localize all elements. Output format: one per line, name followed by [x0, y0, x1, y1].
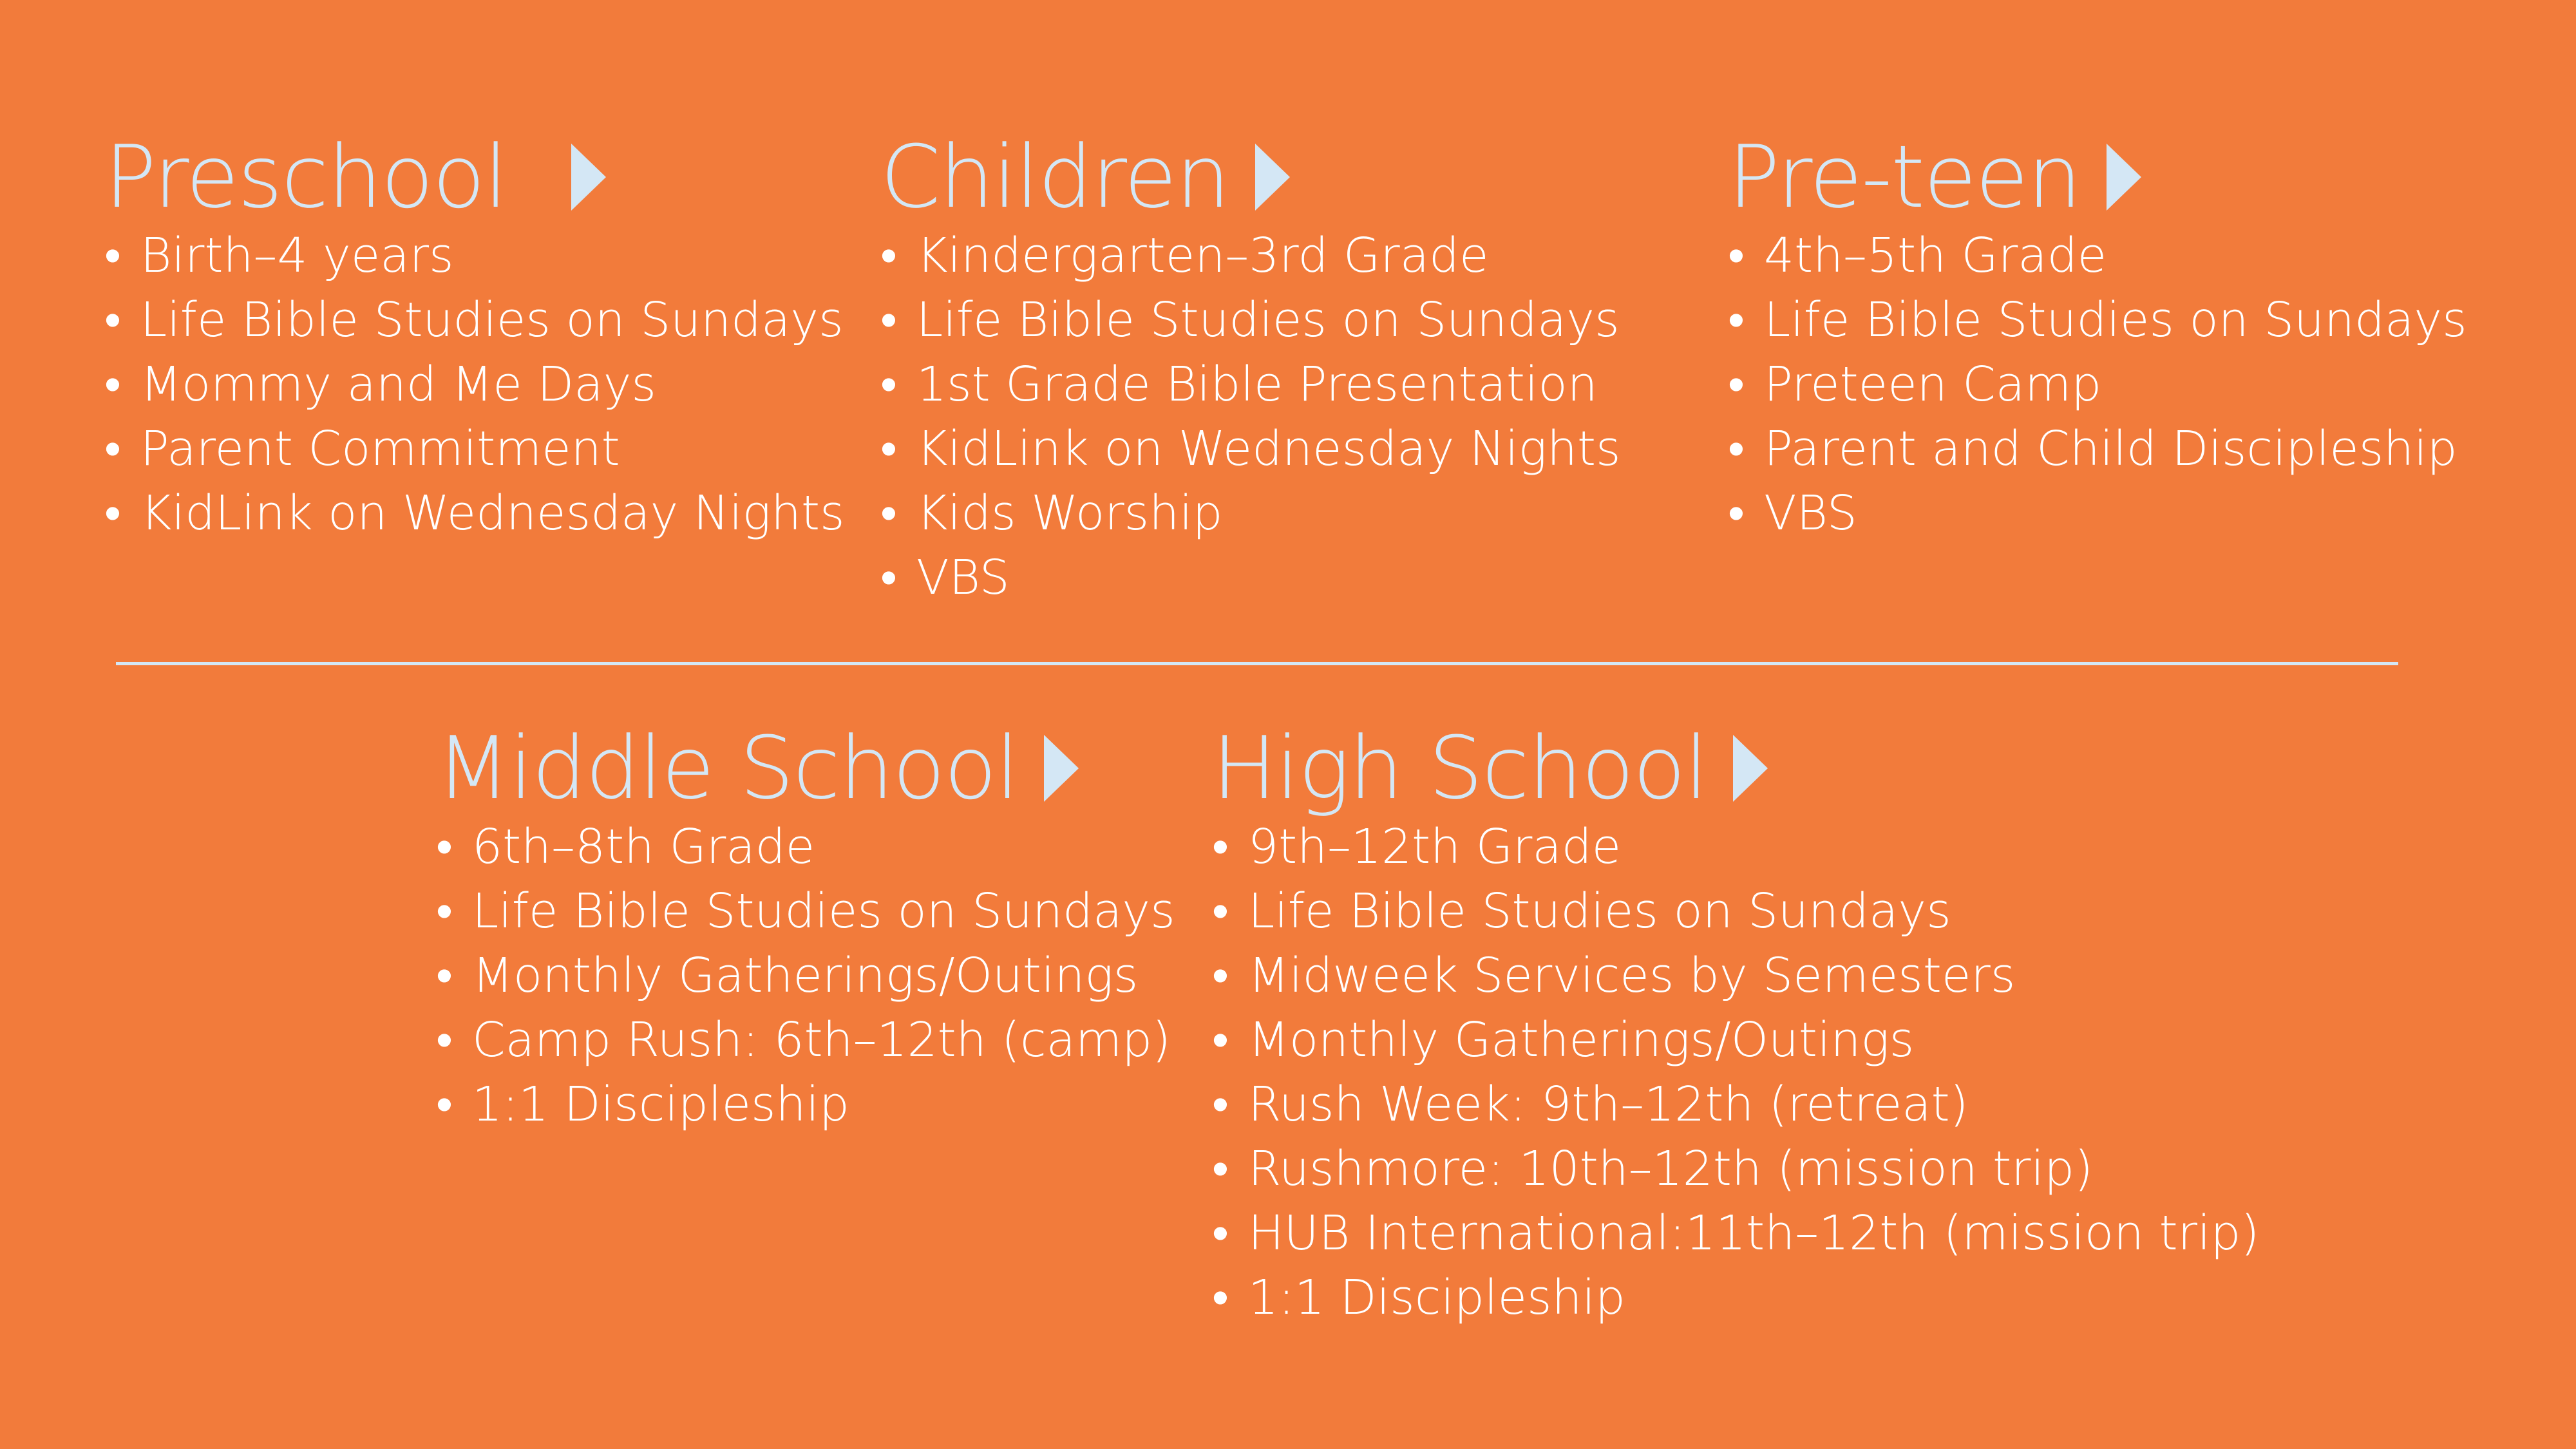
item-text: Parent and Child Discipleship: [1764, 421, 2458, 477]
item-text: Kindergarten–3rd Grade: [916, 228, 1489, 283]
bullet: •: [1212, 1141, 1229, 1197]
list-item: [1212, 1201, 2259, 1265]
list-item: [1212, 1265, 2259, 1330]
list-item: [1212, 1008, 2259, 1072]
bullet: •: [436, 819, 453, 875]
section-title: Preschool: [104, 127, 507, 227]
bullet: •: [1212, 884, 1229, 939]
triangle-right-icon: [571, 144, 606, 211]
triangle-right-icon: [2107, 144, 2141, 211]
bullet: •: [880, 421, 897, 477]
section-heading: [880, 126, 1621, 229]
section-children: [880, 126, 1621, 610]
triangle-right-icon: [1044, 735, 1079, 802]
item-text: 4th–5th Grade: [1764, 228, 2107, 283]
triangle-right-icon: [1733, 735, 1768, 802]
item-text: Life Bible Studies on Sundays: [1248, 884, 1951, 939]
section-title: Middle School: [436, 718, 1019, 819]
item-text: Life Bible Studies on Sundays: [916, 292, 1620, 348]
bullet: •: [880, 357, 897, 412]
bullet: •: [1212, 1270, 1229, 1325]
section-heading: [1728, 126, 2467, 229]
list-item: [436, 1008, 1175, 1072]
item-text: Mommy and Me Days: [140, 357, 656, 412]
item-text: 1:1 Discipleship: [1248, 1270, 1626, 1325]
triangle-right-icon: [1255, 144, 1290, 211]
list-item: [1212, 1072, 2259, 1137]
section-preschool: [104, 126, 845, 545]
item-text: Monthly Gatherings/Outings: [1248, 1012, 1915, 1068]
section-title: High School: [1212, 718, 1707, 819]
bullet: •: [1212, 1206, 1229, 1261]
list-item: [104, 223, 845, 288]
list-item: [880, 352, 1621, 417]
list-item: [1212, 879, 2259, 943]
item-list: [1212, 815, 2259, 1330]
bullet: •: [880, 228, 897, 283]
bullet: •: [436, 1077, 453, 1132]
bullet: •: [880, 292, 897, 348]
section-heading: [436, 717, 1175, 820]
item-text: Parent Commitment: [140, 421, 620, 477]
item-text: Life Bible Studies on Sundays: [140, 292, 844, 348]
bullet: •: [1212, 1077, 1229, 1132]
list-item: [880, 545, 1621, 610]
section-heading: [1212, 717, 2259, 820]
bullet: •: [104, 357, 121, 412]
bullet: •: [880, 486, 897, 541]
item-text: Life Bible Studies on Sundays: [1764, 292, 2467, 348]
item-text: Camp Rush: 6th–12th (camp): [472, 1012, 1171, 1068]
list-item: [1728, 481, 2467, 545]
list-item: [1728, 223, 2467, 288]
item-list: [1728, 223, 2467, 545]
list-item: [436, 815, 1175, 879]
bullet: •: [1728, 228, 1745, 283]
section-heading: [104, 126, 845, 229]
section-title: Children: [880, 127, 1229, 227]
list-item: [1212, 943, 2259, 1008]
bullet: •: [880, 550, 897, 605]
item-text: Midweek Services by Semesters: [1248, 948, 2016, 1003]
item-list: [436, 815, 1175, 1137]
list-item: [436, 879, 1175, 943]
bullet: •: [1728, 421, 1745, 477]
item-text: Birth–4 years: [140, 228, 454, 283]
item-text: Rush Week: 9th–12th (retreat): [1248, 1077, 1969, 1132]
list-item: [436, 943, 1175, 1008]
bullet: •: [1728, 292, 1745, 348]
item-text: 6th–8th Grade: [472, 819, 815, 875]
bullet: •: [104, 228, 121, 283]
section-high-school: [1212, 717, 2259, 1330]
section-middle-school: [436, 717, 1175, 1137]
list-item: [880, 288, 1621, 352]
item-text: Kids Worship: [916, 486, 1223, 541]
list-item: [1728, 417, 2467, 481]
list-item: [436, 1072, 1175, 1137]
section-pre-teen: [1728, 126, 2467, 545]
item-text: KidLink on Wednesday Nights: [916, 421, 1621, 477]
item-text: 9th–12th Grade: [1248, 819, 1622, 875]
item-list: [104, 223, 845, 545]
bullet: •: [104, 292, 121, 348]
bullet: •: [1212, 819, 1229, 875]
item-text: 1:1 Discipleship: [472, 1077, 850, 1132]
section-title: Pre-teen: [1728, 127, 2081, 227]
item-text: 1st Grade Bible Presentation: [916, 357, 1598, 412]
list-item: [104, 417, 845, 481]
item-text: Preteen Camp: [1764, 357, 2102, 412]
bullet: •: [104, 421, 121, 477]
list-item: [880, 223, 1621, 288]
section-divider: [116, 662, 2398, 665]
list-item: [880, 417, 1621, 481]
item-text: VBS: [1764, 486, 1857, 541]
bullet: •: [1212, 1012, 1229, 1068]
bullet: •: [104, 486, 121, 541]
item-text: Monthly Gatherings/Outings: [472, 948, 1139, 1003]
list-item: [1728, 288, 2467, 352]
item-text: Rushmore: 10th–12th (mission trip): [1248, 1141, 2093, 1197]
bullet: •: [1212, 948, 1229, 1003]
list-item: [1212, 815, 2259, 879]
list-item: [104, 352, 845, 417]
list-item: [1728, 352, 2467, 417]
bullet: •: [1728, 486, 1745, 541]
bullet: •: [436, 1012, 453, 1068]
bullet: •: [1728, 357, 1745, 412]
bullet: •: [436, 948, 453, 1003]
list-item: [880, 481, 1621, 545]
list-item: [104, 481, 845, 545]
bullet: •: [436, 884, 453, 939]
list-item: [1212, 1137, 2259, 1201]
item-text: HUB International:11th–12th (mission trip): [1248, 1206, 2260, 1261]
item-text: Life Bible Studies on Sundays: [472, 884, 1175, 939]
item-text: VBS: [916, 550, 1010, 605]
item-text: KidLink on Wednesday Nights: [140, 486, 845, 541]
list-item: [104, 288, 845, 352]
item-list: [880, 223, 1621, 610]
